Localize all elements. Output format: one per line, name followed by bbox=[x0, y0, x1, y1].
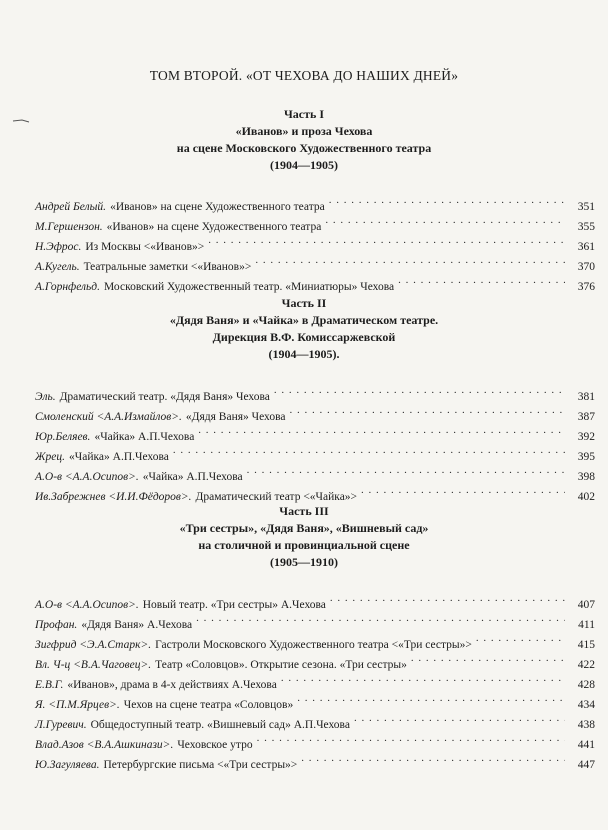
leader-dots bbox=[198, 420, 565, 440]
leader-dots bbox=[281, 668, 565, 688]
part-1-years: (1904—1905) bbox=[270, 158, 338, 172]
entry-title: Петербургские письма <«Три сестры»> bbox=[103, 759, 298, 771]
entry-author: Эль. bbox=[35, 391, 56, 403]
leader-dots bbox=[361, 480, 565, 500]
entry-title: «Чайка» А.П.Чехова bbox=[94, 431, 195, 443]
part-3-label: Часть III bbox=[279, 504, 329, 518]
part-2-heading bbox=[0, 295, 608, 363]
entry-title: Чехов на сцене театра «Соловцов» bbox=[123, 699, 294, 711]
part-3-subtitle-2: на столичной и провинциальной сцене bbox=[198, 538, 410, 552]
entry-author: Вл. Ч-ц <В.А.Чаговец>. bbox=[35, 659, 152, 671]
leader-dots bbox=[274, 380, 565, 400]
entry-page: 355 bbox=[577, 221, 595, 233]
entry-author: М.Гершензон. bbox=[35, 221, 103, 233]
entry-title: «Дядя Ваня» А.Чехова bbox=[81, 619, 193, 631]
entry-author: Андрей Белый. bbox=[35, 201, 107, 213]
leader-dots bbox=[411, 648, 565, 668]
leader-dots bbox=[297, 688, 565, 708]
entry-author: Юр.Беляев. bbox=[35, 431, 91, 443]
entry-title: «Иванов» на сцене Художественного театра bbox=[110, 201, 325, 213]
entry-page: 381 bbox=[577, 391, 595, 403]
entry-title: Чеховское утро bbox=[177, 739, 253, 751]
entry-page: 434 bbox=[577, 699, 595, 711]
part-2-entries bbox=[35, 380, 595, 503]
entry-page: 402 bbox=[577, 491, 595, 503]
entry-author: Влад.Азов <В.А.Ашкинази>. bbox=[35, 739, 174, 751]
entry-page: 351 bbox=[577, 201, 595, 213]
entry-author: Я. <П.М.Ярцев>. bbox=[35, 699, 120, 711]
entry-title: «Иванов» на сцене Художественного театра bbox=[106, 221, 322, 233]
entry-author: Профан. bbox=[35, 619, 78, 631]
entry-page: 415 bbox=[577, 639, 595, 651]
entry-page: 361 bbox=[577, 241, 595, 253]
entry-title: Театр «Соловцов». Открытие сезона. «Три сестры» bbox=[155, 659, 407, 671]
leader-dots bbox=[196, 608, 565, 628]
leader-dots bbox=[398, 270, 565, 290]
part-3-entries bbox=[35, 588, 595, 771]
entry-page: 395 bbox=[577, 451, 595, 463]
entry-title: «Чайка» А.П.Чехова bbox=[142, 471, 243, 483]
entry-page: 407 bbox=[577, 599, 595, 611]
leader-dots bbox=[247, 460, 565, 480]
entry-title: Московский Художественный театр. «Миниатюры» Чехова bbox=[103, 281, 395, 293]
entry-title: Из Москвы <«Иванов»> bbox=[85, 241, 205, 253]
leader-dots bbox=[208, 230, 565, 250]
part-3-subtitle-1: «Три сестры», «Дядя Ваня», «Вишневый сад» bbox=[179, 521, 429, 535]
leader-dots bbox=[329, 190, 565, 210]
toc-entry[interactable] bbox=[35, 190, 595, 213]
toc-entry[interactable] bbox=[35, 380, 595, 403]
entry-title: Драматический театр. «Дядя Ваня» Чехова bbox=[59, 391, 270, 403]
entry-author: А.Горнфельд. bbox=[35, 281, 100, 293]
part-2-subtitle-1: «Дядя Ваня» и «Чайка» в Драматическом театре. bbox=[169, 313, 439, 327]
entry-author: А.О-в <А.А.Осипов>. bbox=[35, 599, 139, 611]
leader-dots bbox=[476, 628, 565, 648]
leader-dots bbox=[330, 588, 565, 608]
toc-entry[interactable] bbox=[35, 588, 595, 611]
part-1-label: Часть I bbox=[283, 107, 325, 121]
entry-page: 392 bbox=[577, 431, 595, 443]
entry-author: Ив.Забрежнев <И.И.Фёдоров>. bbox=[35, 491, 192, 503]
entry-author: Смоленский <А.А.Измайлов>. bbox=[35, 411, 182, 423]
part-1-entries bbox=[35, 190, 595, 293]
part-1-subtitle-1: «Иванов» и проза Чехова bbox=[235, 124, 373, 138]
part-1-heading bbox=[0, 106, 608, 174]
entry-title: «Чайка» А.П.Чехова bbox=[69, 451, 169, 463]
entry-title: Гастроли Московского Художественного театра <«Три сестры»> bbox=[155, 639, 472, 651]
entry-author: Л.Гуревич. bbox=[35, 719, 87, 731]
entry-page: 438 bbox=[577, 719, 595, 731]
entry-title: «Иванов», драма в 4-х действиях А.Чехова bbox=[67, 679, 277, 691]
leader-dots bbox=[257, 728, 565, 748]
volume-title: ТОМ ВТОРОЙ. «ОТ ЧЕХОВА ДО НАШИХ ДНЕЙ» bbox=[149, 68, 459, 83]
entry-page: 370 bbox=[577, 261, 595, 273]
entry-page: 398 bbox=[577, 471, 595, 483]
entry-page: 428 bbox=[577, 679, 595, 691]
entry-title: «Дядя Ваня» Чехова bbox=[185, 411, 286, 423]
entry-page: 441 bbox=[577, 739, 595, 751]
leader-dots bbox=[301, 748, 565, 768]
entry-page: 447 bbox=[577, 759, 595, 771]
entry-title: Общедоступный театр. «Вишневый сад» А.П.Чехова bbox=[90, 719, 350, 731]
leader-dots bbox=[325, 210, 565, 230]
entry-author: Ю.Загуляева. bbox=[35, 759, 100, 771]
entry-author: Е.В.Г. bbox=[35, 679, 64, 691]
entry-page: 411 bbox=[578, 619, 595, 631]
part-2-years: (1904—1905). bbox=[268, 347, 340, 361]
entry-author: А.Кугель. bbox=[35, 261, 80, 273]
leader-dots bbox=[255, 250, 565, 270]
leader-dots bbox=[290, 400, 565, 420]
entry-author: Зигфрид <Э.А.Старк>. bbox=[35, 639, 152, 651]
entry-title: Драматический театр <«Чайка»> bbox=[195, 491, 358, 503]
part-2-label: Часть II bbox=[281, 296, 327, 310]
entry-title: Новый театр. «Три сестры» А.Чехова bbox=[142, 599, 326, 611]
entry-author: А.О-в <А.А.Осипов>. bbox=[35, 471, 139, 483]
entry-title: Театральные заметки <«Иванов»> bbox=[83, 261, 252, 273]
leader-dots bbox=[173, 440, 565, 460]
entry-page: 422 bbox=[577, 659, 595, 671]
leader-dots bbox=[354, 708, 565, 728]
entry-author: Н.Эфрос. bbox=[35, 241, 82, 253]
entry-author: Жрец. bbox=[35, 451, 66, 463]
entry-page: 376 bbox=[577, 281, 595, 293]
entry-page: 387 bbox=[577, 411, 595, 423]
part-3-heading bbox=[0, 503, 608, 571]
part-2-subtitle-2: Дирекция В.Ф. Комиссаржевской bbox=[212, 330, 396, 344]
part-3-years: (1905—1910) bbox=[270, 555, 338, 569]
part-1-subtitle-2: на сцене Московского Художественного театра bbox=[176, 141, 432, 155]
